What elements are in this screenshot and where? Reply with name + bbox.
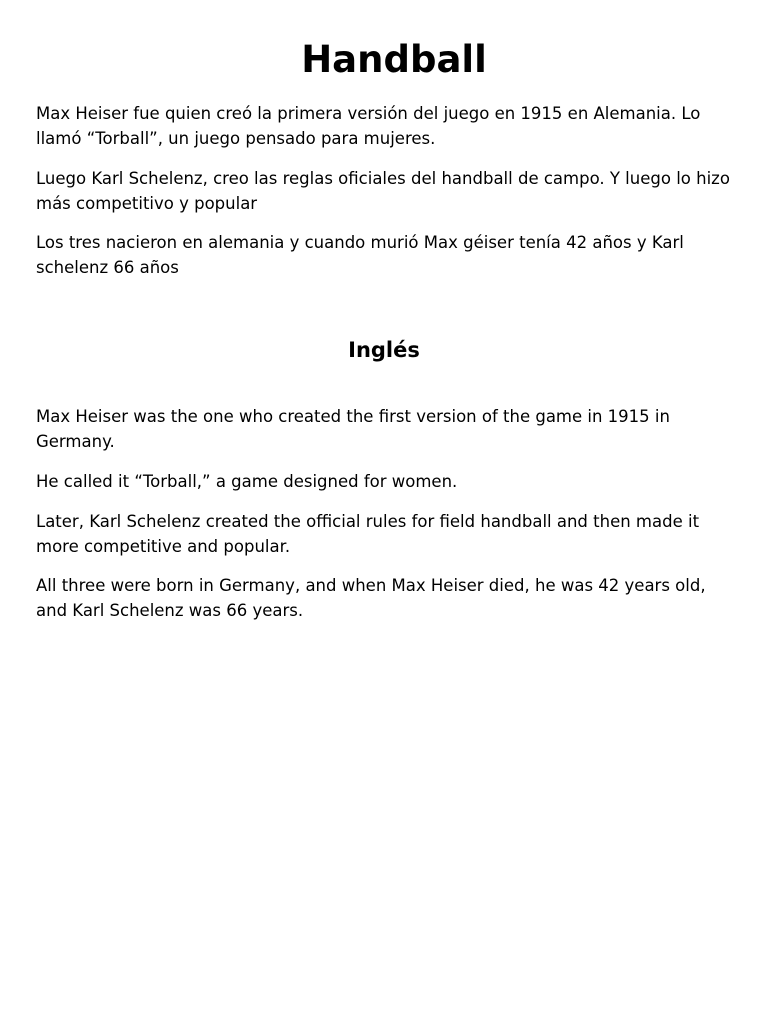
page-title: Handball [301, 38, 487, 81]
spanish-paragraph-1: Max Heiser fue quien creó la primera versión del juego en 1915 en Alemania. Lo llamó “Torball”, un juego pensado para mujeres. [36, 104, 701, 148]
english-paragraph-3: Later, Karl Schelenz created the official rules for field handball and then made it more competitive and popular. [36, 512, 700, 556]
english-paragraph-1: Max Heiser was the one who created the first version of the game in 1915 in Germany. [36, 407, 670, 451]
spanish-paragraph-2: Luego Karl Schelenz, creo las reglas oficiales del handball de campo. Y luego lo hizo más competitivo y popular [36, 169, 730, 213]
english-paragraph-2: He called it “Torball,” a game designed for women. [36, 472, 458, 491]
section-heading-ingles: Inglés [348, 338, 420, 362]
spanish-paragraph-3: Los tres nacieron en alemania y cuando murió Max géiser tenía 42 años y Karl schelenz 66 años [36, 233, 684, 277]
english-paragraph-4: All three were born in Germany, and when Max Heiser died, he was 42 years old, and Karl Schelenz was 66 years. [36, 576, 706, 620]
